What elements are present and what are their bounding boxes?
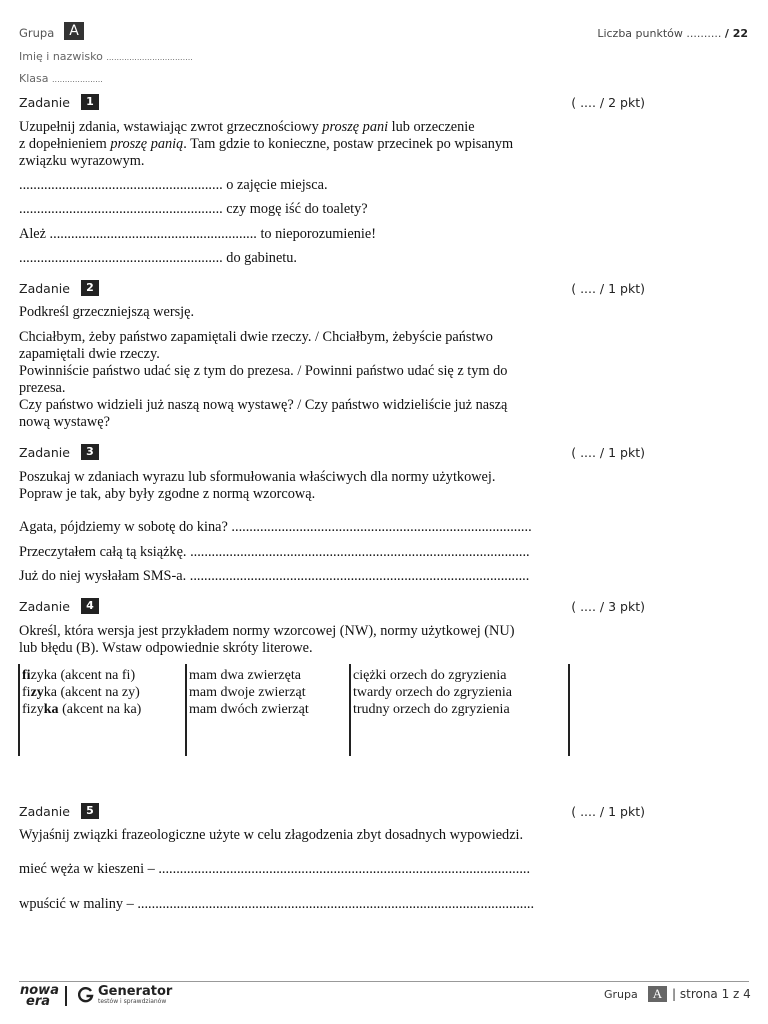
table-cell: trudny orzech do zgryzienia [353,702,510,717]
task-1-header [19,94,649,112]
table-cell: fizyka (akcent na ka) [22,702,142,717]
option-line: zapamiętali dwie rzeczy. [19,346,160,362]
page-indicator: | strona 1 z 4 [672,987,751,1001]
table-column-1[interactable] [22,664,182,759]
task-2-options[interactable] [19,329,579,431]
table-cell: fizyka (akcent na fi) [22,668,136,683]
task-3-line-3[interactable]: Już do niej wysłałam SMS-a. ............................................................................................... [19,568,530,584]
task-1-instruction: Uzupełnij zdania, wstawiając zwrot grzecznościowy proszę pani lub orzeczenie z dopełnieniem proszę panią. Tam gdzie to konieczne, postaw przecinek po wpisanym związku wyrazowym. [19,119,514,169]
task-points: ( .... / 2 pkt) [571,95,645,110]
task-number-badge: 3 [81,444,99,460]
logo-separator [65,986,67,1006]
option-line: Powinniście państwo udać się z tym do prezesa. / Powinni państwo udać się z tym do [19,363,508,379]
name-label: Imię i nazwisko [19,50,103,63]
task-1-line-2[interactable]: ......................................................... czy mogę iść do toalety? [19,201,368,217]
table-divider [18,664,20,756]
table-column-3[interactable] [353,664,563,759]
task-label: Zadanie [19,95,70,110]
table-divider [568,664,570,756]
table-cell: twardy orzech do zgryzienia [353,685,512,700]
table-cell: mam dwóch zwierząt [189,702,309,717]
task-number-badge: 4 [81,598,99,614]
table-divider [349,664,351,756]
class-dots: .................... [51,75,103,84]
task-2-header [19,280,649,298]
class-label: Klasa [19,72,49,85]
task-points: ( .... / 1 pkt) [571,804,645,819]
option-line: Chciałbym, żeby państwo zapamiętali dwie rzeczy. / Chciałbym, żebyście państwo [19,329,493,345]
task-4-table [19,664,570,756]
generator-g-icon [78,987,94,1003]
task-2-instruction: Podkreśl grzeczniejszą wersję. [19,304,195,320]
task-4-header [19,598,649,616]
group-label: Grupa [19,26,55,40]
task-5-instruction: Wyjaśnij związki frazeologiczne użyte w celu złagodzenia zbyt dosadnych wypowiedzi. [19,827,524,843]
total-points [597,27,748,40]
task-number-badge: 1 [81,94,99,110]
footer-rule [19,981,749,982]
points-label: Liczba punktów [597,27,683,40]
task-points: ( .... / 1 pkt) [571,445,645,460]
task-label: Zadanie [19,804,70,819]
option-line: nową wystawę? [19,414,110,430]
task-5-line-2[interactable]: wpuścić w maliny – ............................................................................................................... [19,896,535,912]
task-3-line-2[interactable]: Przeczytałem całą tą książkę. ............................................................................................... [19,544,530,560]
table-cell: ciężki orzech do zgryzienia [353,668,507,683]
option-line: prezesa. [19,380,66,396]
option-line: Czy państwo widzieli już naszą nową wystawę? / Czy państwo widzieliście już naszą [19,397,508,413]
task-number-badge: 2 [81,280,99,296]
task-4-instruction: Określ, która wersja jest przykładem normy wzorcowej (NW), normy użytkowej (NU) lub błędu (B). Wstaw odpowiednie skróty literowe. [19,623,515,656]
task-3-instruction: Poszukaj w zdaniach wyrazu lub sformułowania właściwych dla normy użytkowej. Popraw je tak, aby były zgodne z normą wzorcową. [19,469,496,502]
task-1-line-3[interactable]: Ależ .......................................................... to nieporozumienie! [19,226,376,242]
task-label: Zadanie [19,445,70,460]
task-5-line-1[interactable]: mieć węża w kieszeni – ........................................................................................................ [19,861,531,877]
task-label: Zadanie [19,281,70,296]
task-3-line-1[interactable]: Agata, pójdziemy w sobotę do kina? .................................................................................... [19,519,532,535]
name-dots: .................................. [106,53,193,62]
table-cell: mam dwa zwierzęta [189,668,301,683]
task-points: ( .... / 3 pkt) [571,599,645,614]
task-points: ( .... / 1 pkt) [571,281,645,296]
task-3-header [19,444,649,462]
footer-group-letter: A [648,986,667,1002]
footer-group-label: Grupa [604,988,638,1001]
points-dots: .......... [686,27,722,40]
task-label: Zadanie [19,599,70,614]
task-1-line-1[interactable]: ......................................................... o zajęcie miejsca. [19,177,328,193]
group-letter-badge: A [64,22,84,40]
class-field [19,72,103,85]
points-max: / 22 [724,27,748,40]
task-5-header [19,803,649,821]
task-number-badge: 5 [81,803,99,819]
nowa-era-logo: nowa era [20,983,59,1009]
task-1-line-4[interactable]: ......................................................... do gabinetu. [19,250,297,266]
table-divider [185,664,187,756]
table-cell: fizyka (akcent na zy) [22,685,140,700]
table-column-2[interactable] [189,664,347,759]
table-cell: mam dwoje zwierząt [189,685,306,700]
name-field [19,50,193,63]
